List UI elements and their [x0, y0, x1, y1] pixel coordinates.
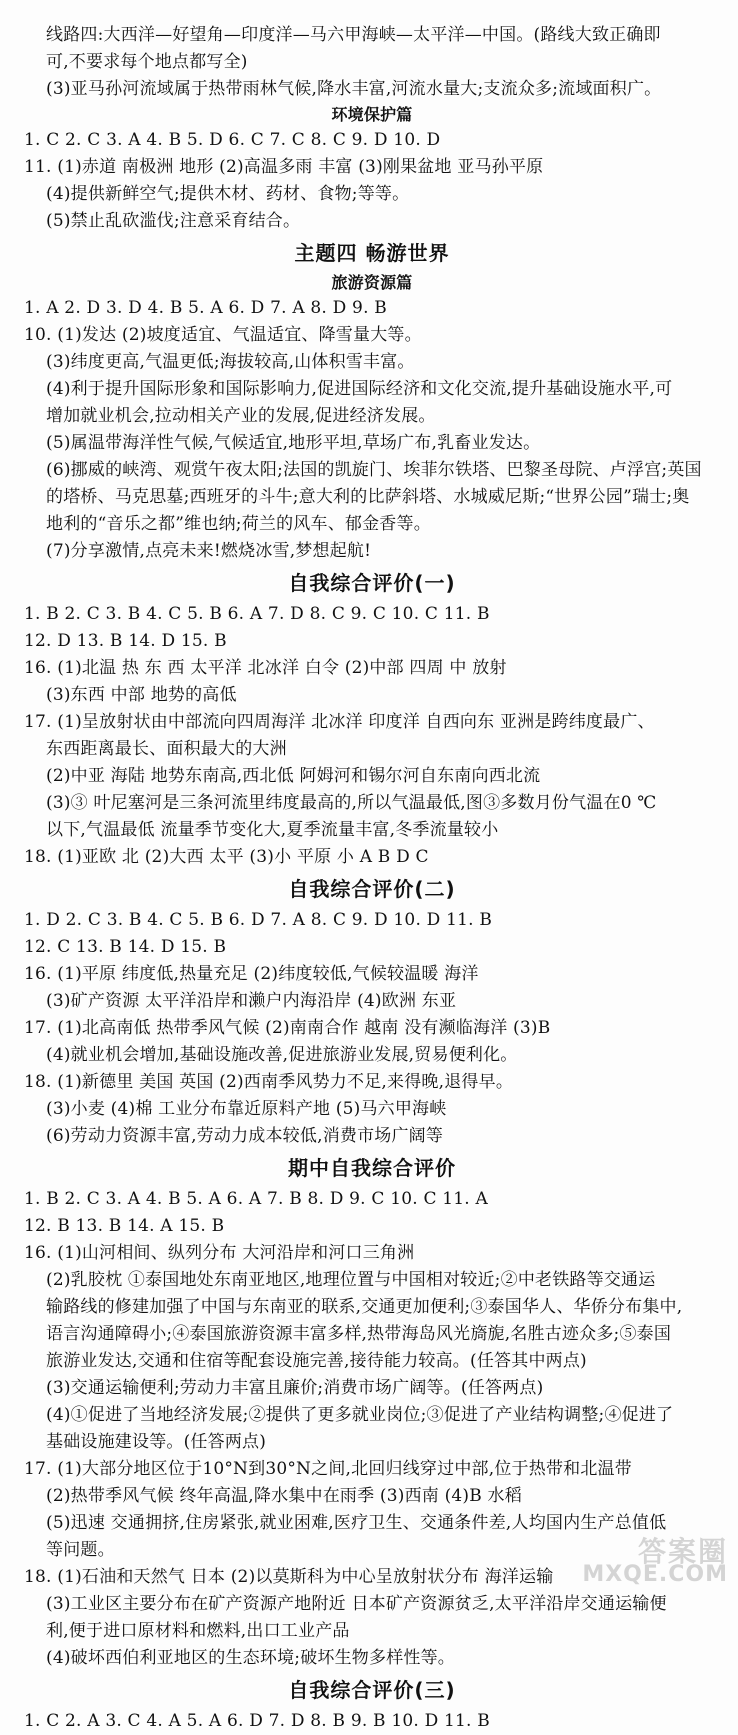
answer-line: 12. C 13. B 14. D 15. B: [24, 937, 227, 957]
answer-line: 1. B 2. C 3. B 4. C 5. B 6. A 7. D 8. C 9. C 10. C 11. B: [24, 604, 490, 624]
answer-line: (2)中亚 海陆 地势东南高,西北低 阿姆河和锡尔河自东南向西北流: [46, 766, 541, 786]
answer-line: 18. (1)石油和天然气 日本 (2)以莫斯科为中心呈放射状分布 海洋运输: [24, 1567, 554, 1587]
section-title: 主题四 畅游世界: [294, 241, 450, 265]
answer-line: 1. D 2. C 3. B 4. C 5. B 6. D 7. A 8. C 9. D 10. D 11. B: [24, 910, 493, 930]
answer-line: (3)工业区主要分布在矿产资源产地附近 日本矿产资源贫乏,太平洋沿岸交通运输便: [46, 1594, 667, 1614]
answer-line: (2)热带季风气候 终年高温,降水集中在雨季 (3)西南 (4)B 水稻: [46, 1486, 522, 1506]
answer-line: 输路线的修建加强了中国与东南亚的联系,交通更加便利;③泰国华人、华侨分布集中,: [46, 1297, 683, 1317]
answer-line: (3)小麦 (4)棉 工业分布靠近原料产地 (5)马六甲海峡: [46, 1099, 447, 1119]
answer-line: 10. (1)发达 (2)坡度适宜、气温适宜、降雪量大等。: [24, 325, 422, 345]
answer-line: 12. B 13. B 14. A 15. B: [24, 1216, 225, 1236]
answer-line: 18. (1)亚欧 北 (2)大西 太平 (3)小 平原 小 A B D C: [24, 847, 429, 867]
answer-line: 11. (1)赤道 南极洲 地形 (2)高温多雨 丰富 (3)刚果盆地 亚马孙平原: [24, 157, 544, 177]
answer-line: 等问题。: [46, 1540, 115, 1560]
answer-line: (4)提供新鲜空气;提供木材、药材、食物;等等。: [46, 184, 410, 204]
answer-line: (5)迅速 交通拥挤,住房紧张,就业困难,医疗卫生、交通条件差,人均国内生产总值低: [46, 1513, 667, 1533]
answer-line: (3)纬度更高,气温更低;海拔较高,山体积雪丰富。: [46, 352, 415, 372]
subsection-title: 环境保护篇: [331, 105, 413, 124]
answer-line: (3)东西 中部 地势的高低: [46, 685, 237, 705]
section-title: 自我综合评价(一): [288, 571, 456, 595]
answer-line: 16. (1)北温 热 东 西 太平洋 北冰洋 白令 (2)中部 四周 中 放射: [24, 658, 507, 678]
watermark-text: 答案圈: [637, 1535, 728, 1568]
answer-line: (3)③ 叶尼塞河是三条河流里纬度最高的,所以气温最低,图③多数月份气温在0 ℃: [46, 793, 657, 813]
watermark-url: MXQE.COM: [582, 1562, 728, 1587]
answer-line: 增加就业机会,拉动相关产业的发展,促进经济发展。: [46, 406, 436, 426]
answer-line: 旅游业发达,交通和住宿等配套设施完善,接待能力较高。(任答其中两点): [46, 1351, 587, 1371]
answer-line: (4)破坏西伯利亚地区的生态环境;破坏生物多样性等。: [46, 1648, 456, 1668]
answer-line: 16. (1)平原 纬度低,热量充足 (2)纬度较低,气候较温暖 海洋: [24, 964, 479, 984]
answer-line: (6)挪威的峡湾、观赏午夜太阳;法国的凯旋门、埃菲尔铁塔、巴黎圣母院、卢浮宫;英国: [46, 460, 702, 480]
answer-line: 基础设施建设等。(任答两点): [46, 1432, 267, 1452]
answer-line: (4)利于提升国际形象和国际影响力,促进国际经济和文化交流,提升基础设施水平,可: [46, 379, 673, 399]
section-title: 自我综合评价(二): [288, 877, 456, 901]
answer-line: (3)亚马孙河流域属于热带雨林气候,降水丰富,河流水量大;支流众多;流域面积广。: [46, 79, 662, 99]
answer-line: (2)乳胶枕 ①泰国地处东南亚地区,地理位置与中国相对较近;②中老铁路等交通运: [46, 1270, 656, 1290]
section-title: 自我综合评价(三): [288, 1678, 456, 1702]
answer-line: 以下,气温最低 流量季节变化大,夏季流量丰富,冬季流量较小: [46, 820, 499, 840]
answer-line: 17. (1)北高南低 热带季风气候 (2)南南合作 越南 没有濒临海洋 (3)B: [24, 1018, 551, 1038]
answer-line: 语言沟通障碍小;④泰国旅游资源丰富多样,热带海岛风光旖旎,名胜古迹众多;⑤泰国: [46, 1324, 672, 1344]
answer-line: (5)属温带海洋性气候,气候适宜,地形平坦,草场广布,乳畜业发达。: [46, 433, 541, 453]
answer-line: 1. B 2. C 3. A 4. B 5. A 6. A 7. B 8. D 9. C 10. C 11. A: [24, 1189, 488, 1209]
answer-document: [24, 22, 720, 1735]
answer-line: 12. D 13. B 14. D 15. B: [24, 631, 227, 651]
answer-line: 利,便于进口原材料和燃料,出口工业产品: [46, 1621, 350, 1641]
answer-line: 1. C 2. A 3. C 4. A 5. A 6. D 7. D 8. B 9. B 10. D 11. B: [24, 1711, 490, 1731]
answer-line: 17. (1)大部分地区位于10°N到30°N之间,北回归线穿过中部,位于热带和北温带: [24, 1459, 632, 1479]
answer-line: 1. A 2. D 3. D 4. B 5. A 6. D 7. A 8. D 9. B: [24, 298, 387, 318]
answer-line: 可,不要求每个地点都写全): [46, 52, 248, 72]
subsection-title: 旅游资源篇: [331, 273, 413, 292]
answer-line: (3)交通运输便利;劳动力丰富且廉价;消费市场广阔等。(任答两点): [46, 1378, 544, 1398]
answer-line: 16. (1)山河相间、纵列分布 大河沿岸和河口三角洲: [24, 1243, 415, 1263]
answer-line: 17. (1)呈放射状由中部流向四周海洋 北冰洋 印度洋 自西向东 亚洲是跨纬度最广、: [24, 712, 655, 732]
answer-line: (3)矿产资源 太平洋沿岸和濑户内海沿岸 (4)欧洲 东亚: [46, 991, 457, 1011]
answer-line: (6)劳动力资源丰富,劳动力成本较低,消费市场广阔等: [46, 1126, 444, 1146]
answer-line: 的塔桥、马克思墓;西班牙的斗牛;意大利的比萨斜塔、水城威尼斯;“世界公园”瑞士;奥: [46, 487, 690, 507]
answer-line: (5)禁止乱砍滥伐;注意采育结合。: [46, 211, 301, 231]
answer-line: 1. C 2. C 3. A 4. B 5. D 6. C 7. C 8. C 9. D 10. D: [24, 130, 441, 150]
section-title: 期中自我综合评价: [288, 1156, 456, 1180]
answer-line: 线路四:大西洋—好望角—印度洋—马六甲海峡—太平洋—中国。(路线大致正确即: [46, 25, 661, 45]
watermark-logo: [558, 1528, 728, 1592]
answer-line: 地利的“音乐之都”维也纳;荷兰的风车、郁金香等。: [46, 514, 431, 534]
answer-line: 18. (1)新德里 美国 英国 (2)西南季风势力不足,来得晚,退得早。: [24, 1072, 514, 1092]
answer-line: (7)分享激情,点亮未来!燃烧冰雪,梦想起航!: [46, 541, 372, 561]
answer-line: 东西距离最长、面积最大的大洲: [46, 739, 287, 759]
answer-line: (4)就业机会增加,基础设施改善,促进旅游业发展,贸易便利化。: [46, 1045, 518, 1065]
answer-line: (4)①促进了当地经济发展;②提供了更多就业岗位;③促进了产业结构调整;④促进了: [46, 1405, 674, 1425]
